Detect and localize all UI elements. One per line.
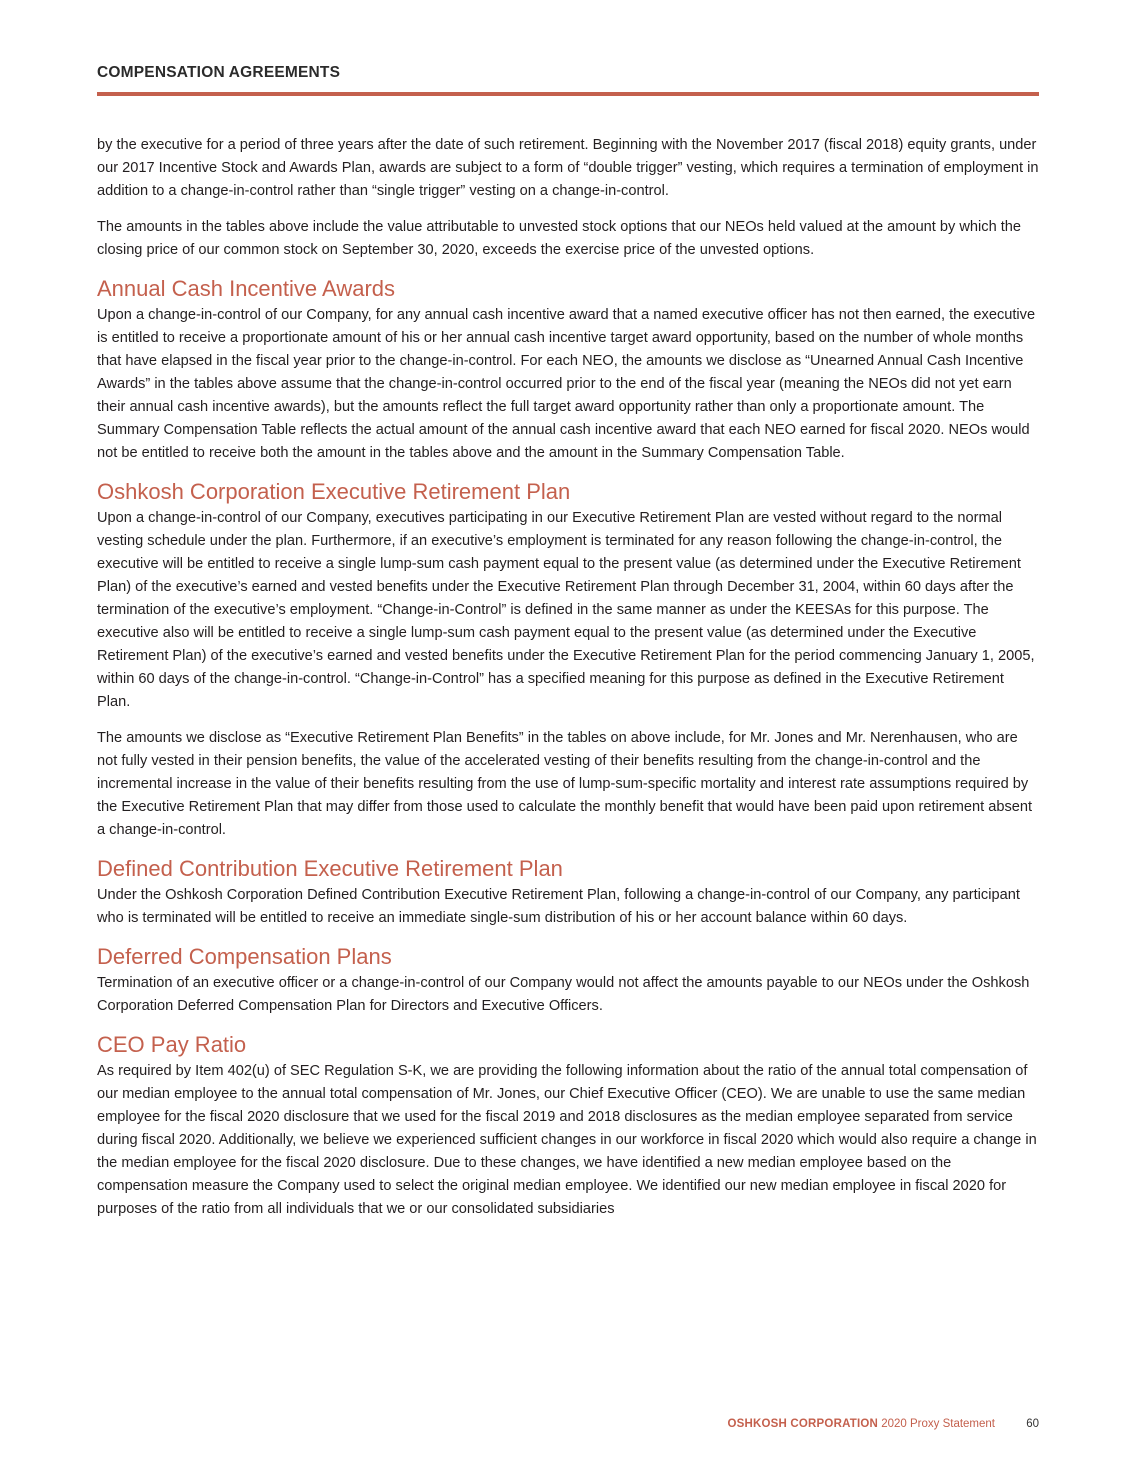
retirement-plan-heading: Oshkosh Corporation Executive Retirement Plan xyxy=(97,479,571,504)
annual-cash-heading: Annual Cash Incentive Awards xyxy=(97,276,395,301)
intro-paragraph-1: by the executive for a period of three years after the date of such retirement. Beginning with the November 2017 (fiscal 2018) equity grants, under our 2017 Incentive Stock and Awards Plan, awards are subject to a form of “double trigger” vesting, which requires a termination of employment in addition to a change-in-control rather than “single trigger” vesting on a change-in-control. xyxy=(97,137,1039,199)
annual-cash-paragraph: Upon a change-in-control of our Company, for any annual cash incentive award that a named executive officer has not then earned, the executive is entitled to receive a proportionate amount of his or her annual cash incentive target award opportunity, based on the number of whole months that have elapsed in the fiscal year prior to the change-in-control. For each NEO, the amounts we disclose as “Unearned Annual Cash Incentive Awards” in the tables above assume that the change-in-control occurred prior to the end of the fiscal year (meaning the NEOs did not yet earn their annual cash incentive awards), but the amounts reflect the full target award opportunity rather than only a proportionate amount. The Summary Compensation Table reflects the actual amount of the annual cash incentive award that each NEO earned for fiscal 2020. NEOs would not be entitled to receive both the amount in the tables above and the amount in the Summary Compensation Table. xyxy=(97,307,1036,461)
retirement-plan-paragraph-2: The amounts we disclose as “Executive Retirement Plan Benefits” in the tables on above include, for Mr. Jones and Mr. Nerenhausen, who are not fully vested in their pension benefits, the value of the accelerated vesting of their benefits resulting from the change-in-control and the incremental increase in the value of their benefits resulting from the use of lump-sum-specific mortality and interest rate assumptions required by the Executive Retirement Plan that may differ from those used to calculate the monthly benefit that would have been paid upon retirement absent a change-in-control. xyxy=(97,730,1033,838)
retirement-plan-paragraph-1: Upon a change-in-control of our Company, executives participating in our Executive Retirement Plan are vested without regard to the normal vesting schedule under the plan. Furthermore, if an executive’s employment is terminated for any reason following the change-in-control, the executive will be entitled to receive a single lump-sum cash payment equal to the present value (as determined under the Executive Retirement Plan) of the executive’s earned and vested benefits under the Executive Retirement Plan through December 31, 2004, within 60 days after the termination of the executive’s employment. “Change-in-Control” is defined in the same manner as under the KEESAs for this purpose. The executive also will be entitled to receive a single lump-sum cash payment equal to the present value (as determined under the Executive Retirement Plan) of the executive’s earned and vested benefits under the Executive Retirement Plan for the period commencing January 1, 2005, within 60 days of the change-in-control. “Change-in-Control” has a specified meaning for this purpose as defined in the Executive Retirement Plan. xyxy=(97,510,1035,710)
page-footer xyxy=(727,1418,1039,1430)
intro-paragraph-2: The amounts in the tables above include the value attributable to unvested stock options that our NEOs held valued at the amount by which the closing price of our common stock on September 30, 2020, exceeds the exercise price of the unvested options. xyxy=(97,219,1022,258)
deferred-compensation-heading: Deferred Compensation Plans xyxy=(97,944,392,969)
defined-contribution-heading: Defined Contribution Executive Retirement Plan xyxy=(97,856,563,881)
ceo-pay-ratio-paragraph: As required by Item 402(u) of SEC Regulation S-K, we are providing the following information about the ratio of the annual total compensation of our median employee to the annual total compensation of Mr. Jones, our Chief Executive Officer (CEO). We are unable to use the same median employee for the fiscal 2020 disclosure that we used for the fiscal 2019 and 2018 disclosures as the median employee separated from service during fiscal 2020. Additionally, we believe we experienced sufficient changes in our workforce in fiscal 2020 which would also require a change in the median employee for the fiscal 2020 disclosure. Due to these changes, we have identified a new median employee based on the compensation measure the Company used to select the original median employee. We identified our new median employee in fiscal 2020 for purposes of the ratio from all individuals that we or our consolidated subsidiaries xyxy=(97,1063,1037,1217)
page-number: 60 xyxy=(1026,1418,1039,1430)
section-header-title: COMPENSATION AGREEMENTS xyxy=(97,64,341,81)
page-body xyxy=(97,134,1039,1234)
footer-document-title: 2020 Proxy Statement xyxy=(881,1418,995,1430)
ceo-pay-ratio-heading: CEO Pay Ratio xyxy=(97,1032,247,1057)
header-divider xyxy=(97,92,1039,96)
footer-company-name: OSHKOSH CORPORATION xyxy=(727,1418,878,1430)
deferred-compensation-paragraph: Termination of an executive officer or a change-in-control of our Company would not affect the amounts payable to our NEOs under the Oshkosh Corporation Deferred Compensation Plan for Directors and Executive Officers. xyxy=(97,975,1030,1014)
defined-contribution-paragraph: Under the Oshkosh Corporation Defined Contribution Executive Retirement Plan, following a change-in-control of our Company, any participant who is terminated will be entitled to receive an immediate single-sum distribution of his or her account balance within 60 days. xyxy=(97,887,1020,926)
